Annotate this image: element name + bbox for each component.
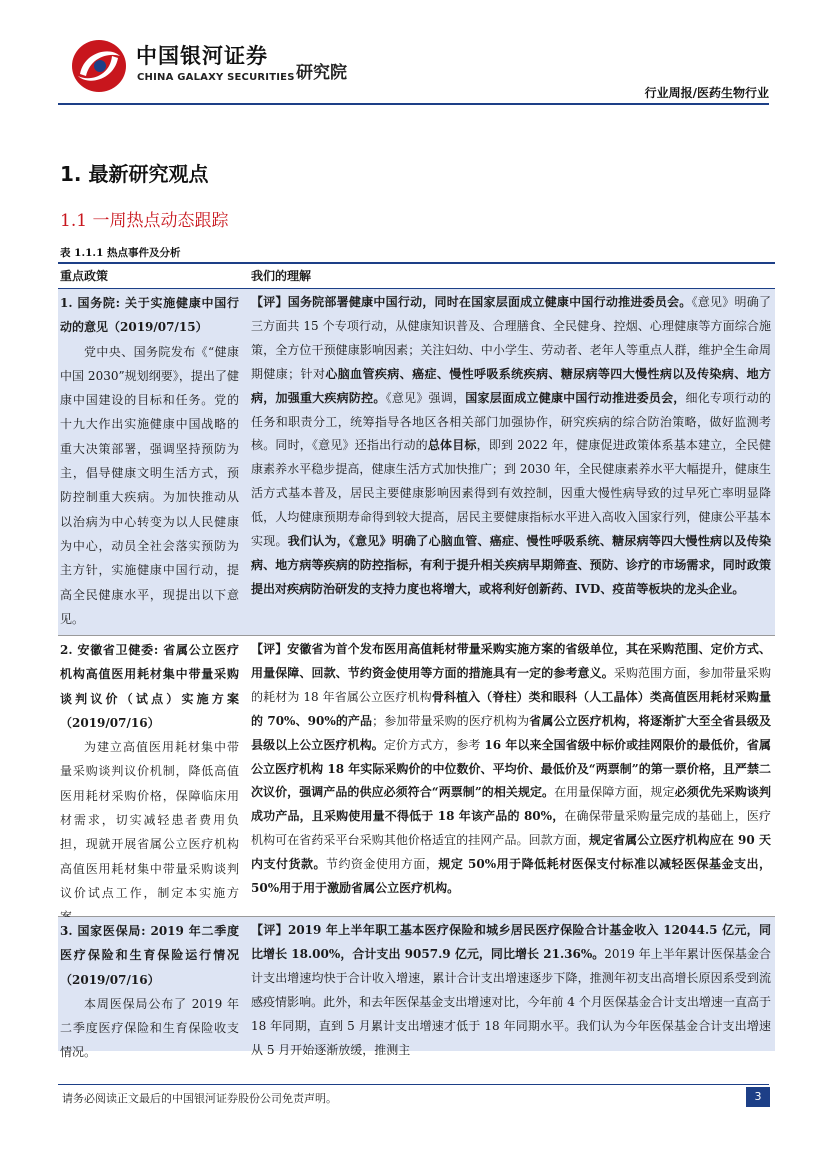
analysis-bold-text: 【评】国务院部署健康中国行动，同时在国家层面成立健康中国行动推进委员会。 — [251, 295, 692, 309]
analysis-bold-text: 省属公立医疗机构，将逐渐扩大至全省县级及县级以上公立医疗机构。 — [251, 713, 771, 752]
subsection-heading: 1.1 一周热点动态跟踪 — [60, 211, 229, 231]
table-row — [58, 636, 775, 917]
institute-label: 研究院 — [296, 63, 347, 83]
analysis-bold-text: 必须优先采购谈判成功产品，且采购使用量不得低于 18 年该产品的 80%， — [251, 785, 771, 824]
analysis-text: 《意见》强调， — [385, 390, 466, 405]
page-header — [0, 0, 827, 105]
analysis-text: 《意见》明确了三方面共 15 个专项行动，从健康知识普及、合理膳食、全民健身、控烟、心理健康等方面综合施策，全方位干预健康影响因素；关注妇幼、中小学生、劳动者、老年人等重点人群，维护全生命周期健康；针对 — [251, 295, 771, 381]
section-heading: 1. 最新研究观点 — [60, 162, 209, 186]
policy-title: 2. 安徽省卫健委: 省属公立医疗机构高值医用耗材集中带量采购谈判议价（试点）实施方案（2019/07/16） — [60, 643, 239, 730]
analysis-text: 细化专项行动的任务和职责分工，统筹指导各地区各相关部门加强协作，研究疾病的综合防治策略，做好监测考核。同时，《意见》还指出行动的 — [251, 390, 771, 453]
analysis-text: 节约资金使用方面， — [325, 857, 439, 872]
analysis-bold-text: 我们认为，《意见》明确了心脑血管、癌症、慢性呼吸系统、糖尿病等四大慢性病以及传染病、地方病等疾病的防控指标，有利于提升相关疾病早期筛查、预防、诊疗的市场需求，同时政策提出对疾病防治研发的支持力度也将增大，或将利好创新药、IVD、疫苗等板块的龙头企业。 — [251, 534, 771, 596]
analysis-bold-text: 骨科植入（脊柱）类和眼科（人工晶体）类高值医用耗材采购量的 70%、90%的产品 — [251, 689, 771, 728]
analysis-text: 采购范围方面，参加带量采购的耗材为 18 年省属公立医疗机构 — [251, 665, 771, 704]
report-category: 行业周报/医药生物行业 — [644, 86, 769, 100]
policy-cell — [58, 636, 243, 916]
analysis-bold-text: 【评】2019 年上半年职工基本医疗保险和城乡居民医疗保险合计基金收入 12044.5 亿元，同比增长 18.00%，合计支出 9057.9 亿元，同比增长 21.36%。 — [251, 923, 771, 961]
policy-cell — [58, 917, 243, 1060]
analysis-bold-text: 规定 50%用于降低耗材医保支付标准以减轻医保基金支出，50%用于用于激励省属公立医疗机构。 — [251, 857, 771, 896]
table-row — [58, 289, 775, 636]
footer-divider — [58, 1084, 769, 1085]
analysis-bold-text: 16 年以来全国省级中标价或挂网限价的最低价，省属公立医疗机构 18 年实际采购价的中位数价、平均价、最低价及“两票制”的第一票价格，且严禁二次议价，强调产品的供应必须符合“两票制”的相关规定。 — [251, 737, 771, 800]
analysis-bold-text: 规定省属公立医疗机构应在 90 天内支付货款。 — [251, 833, 771, 872]
analysis-cell — [243, 289, 775, 635]
page-number: 3 — [746, 1087, 770, 1107]
analysis-text: 2019 年上半年累计医保基金合计支出增速均快于合计收入增速，累计合计支出增速逐步下降，推测年初支出高增长原因系受到流感疫情影响。此外，和去年医保基金支出增速对比，今年前 4 个月医保基金合计支出增速一直高于 18 年同期，直到 5 月累计支出增速才低于 18 年同期水平。我们认为今年医保基金合计支出增速从 5 月开始逐渐放缓，推测主 — [251, 946, 771, 1057]
analysis-text: 在用量保障方面，规定 — [554, 785, 675, 800]
policy-description: 本周医保局公布了 2019 年二季度医疗保险和生育保险收支情况。 — [60, 996, 239, 1060]
analysis-bold-text: 国家层面成立健康中国行动推进委员会， — [465, 390, 686, 405]
hot-events-table — [58, 262, 775, 1060]
policy-cell — [58, 289, 243, 635]
policy-description: 党中央、国务院发布《“健康中国 2030”规划纲要》，提出了健康中国建设的目标和任务。党的十九大作出实施健康中国战略的重大决策部署，强调坚持预防为主，倡导健康文明生活方式，预防控制重大疾病。为加快推动从以治病为中心转变为以人民健康为中心，动员全社会落实预防为主方针，实施健康中国行动，提高全民健康水平，现提出以下意见。 — [60, 344, 239, 626]
analysis-text: 定价方式方，参考 — [383, 737, 485, 752]
table-header-row — [58, 264, 775, 289]
analysis-text: ，即到 2022 年，健康促进政策体系基本建立，全民健康素养水平稳步提高，健康生活方式加快推广；到 2030 年，全民健康素养水平大幅提升，健康生活方式基本普及，居民主要健康影响因素得到有效控制，因重大慢性病导致的过早死亡率明显降低，人均健康预期寿命得到较大提高，居民主要健康指标水平进入高收入国家行列，健康公平基本实现。 — [251, 438, 771, 549]
analysis-bold-text: 总体目标 — [427, 438, 477, 453]
analysis-bold-text: 【评】安徽省为首个发布医用高值耗材带量采购实施方案的省级单位，其在采购范围、定价方式、用量保障、回款、节约资金使用等方面的措施具有一定的参考意义。 — [251, 642, 771, 680]
analysis-text: 在确保带量采购量完成的基础上，医疗机构可在省药采平台采购其他价格适宜的挂网产品。回款方面， — [251, 809, 771, 848]
header-divider — [58, 103, 769, 105]
table-header-policy: 重点政策 — [60, 269, 109, 283]
analysis-bold-text: 心脑血管疾病、癌症、慢性呼吸系统疾病、糖尿病等四大慢性病以及传染病、地方病，加强重大疾病防控。 — [251, 366, 771, 405]
table-caption: 表 1.1.1 热点事件及分析 — [60, 247, 181, 259]
table-header-analysis: 我们的理解 — [251, 269, 312, 283]
brand-name-en: CHINA GALAXY SECURITIES — [137, 72, 295, 83]
analysis-cell — [243, 636, 775, 916]
brand-name-cn: 中国银河证券 — [136, 44, 268, 68]
policy-title: 1. 国务院: 关于实施健康中国行动的意见（2019/07/15） — [60, 296, 239, 335]
disclaimer-text: 请务必阅读正文最后的中国银河证券股份公司免责声明。 — [62, 1092, 337, 1105]
galaxy-logo-icon — [70, 38, 128, 94]
analysis-cell — [243, 917, 775, 1057]
analysis-text: ；参加带量采购的医疗机构为 — [372, 713, 530, 728]
policy-title: 3. 国家医保局: 2019 年二季度医疗保险和生育保险运行情况（2019/07/16） — [60, 924, 239, 987]
table-row — [58, 917, 775, 1060]
policy-description: 为建立高值医用耗材集中带量采购谈判议价机制，降低高值医用耗材采购价格，保障临床用材需求，切实减轻患者费用负担，现就开展省属公立医疗机构高值医用耗材集中带量采购谈判议价试点工作，制定本实施方 — [60, 740, 239, 900]
